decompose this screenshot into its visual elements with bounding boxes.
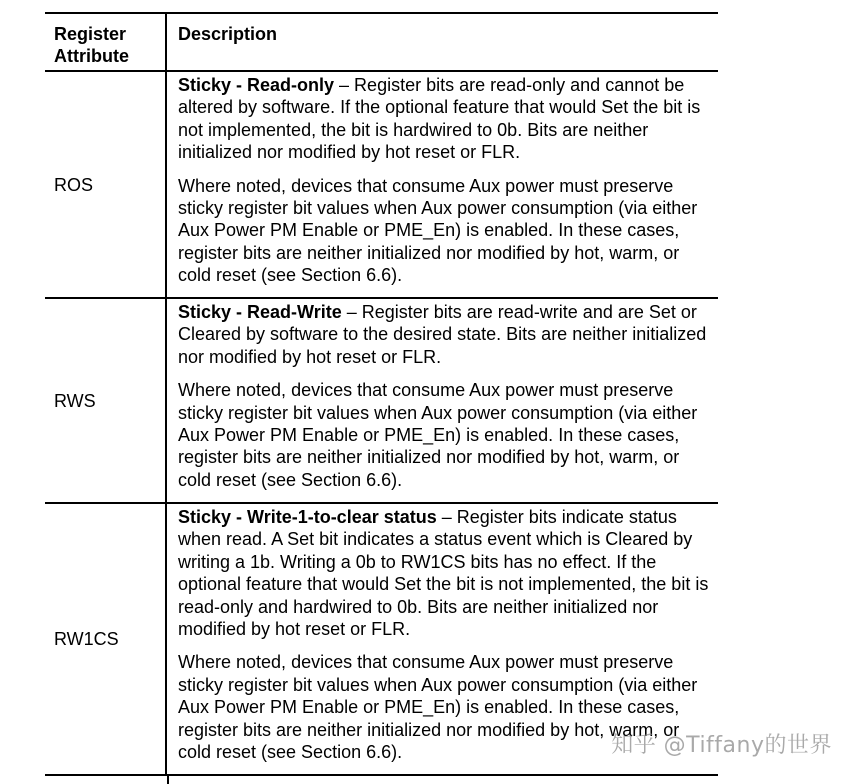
desc-lead: Sticky - Write-1-to-clear status [178, 507, 437, 527]
watermark: 知乎 @Tiffany的世界 [611, 733, 832, 758]
header-register-attribute [45, 14, 167, 70]
attr-cell-rws: RWS [45, 299, 167, 502]
header-description: Description [178, 24, 278, 44]
column-divider [167, 774, 169, 784]
desc-paragraph [178, 300, 712, 368]
desc-cell-ros [167, 72, 718, 297]
header-attr-line1: Register [54, 24, 127, 44]
desc-paragraph [178, 505, 712, 640]
desc-paragraph [178, 73, 712, 164]
desc-note: Where noted, devices that consume Aux power must preserve sticky register bit values when Aux power consumption (via either Aux Power PM Enable or PME_En) is enabled. In these cases, register bits are neither initialized nor modified by hot, warm, or cold reset (see Section 6.6). [178, 652, 698, 763]
desc-lead-rest: – Register bits are read-write and are Set or Cleared by software to the desired state. Bits are neither initialized nor modified by hot reset or FLR. [178, 302, 707, 367]
table-header-row [45, 14, 718, 72]
desc-lead-rest: – Register bits are read-only and cannot be altered by software. If the optional feature that would Set the bit is not implemented, the bit is hardwired to 0b. Bits are neither initialized nor modified by hot reset or FLR. [178, 75, 701, 163]
header-attr-line2: Attribute [54, 46, 129, 66]
desc-note: Where noted, devices that consume Aux power must preserve sticky register bit values when Aux power consumption (via either Aux Power PM Enable or PME_En) is enabled. In these cases, register bits are neither initialized nor modified by hot, warm, or cold reset (see Section 6.6). [178, 175, 698, 286]
row-divider [45, 774, 718, 776]
desc-lead-rest: – Register bits indicate status when read. A Set bit indicates a status event which is Cleared by writing a 1b. Writing a 0b to RW1CS bits has no effect. If the optional feature that would Set the bit is not implemented, the bit is read-only and hardwired to 0b. Bits are neither initialized nor modified by hot reset or FLR. [178, 507, 709, 640]
table-row [45, 299, 718, 504]
desc-note: Where noted, devices that consume Aux power must preserve sticky register bit values when Aux power consumption (via either Aux Power PM Enable or PME_En) is enabled. In these cases, register bits are neither initialized nor modified by hot, warm, or cold reset (see Section 6.6). [178, 380, 698, 490]
desc-lead: Sticky - Read-Write [178, 302, 342, 322]
register-attribute-table [45, 12, 718, 776]
desc-lead: Sticky - Read-only [178, 75, 335, 95]
attr-cell-ros: ROS [45, 72, 167, 297]
desc-cell-rws [167, 299, 718, 502]
attr-cell-rw1cs: RW1CS [45, 504, 167, 774]
next-row-edge [45, 774, 718, 784]
table-row [45, 72, 718, 299]
